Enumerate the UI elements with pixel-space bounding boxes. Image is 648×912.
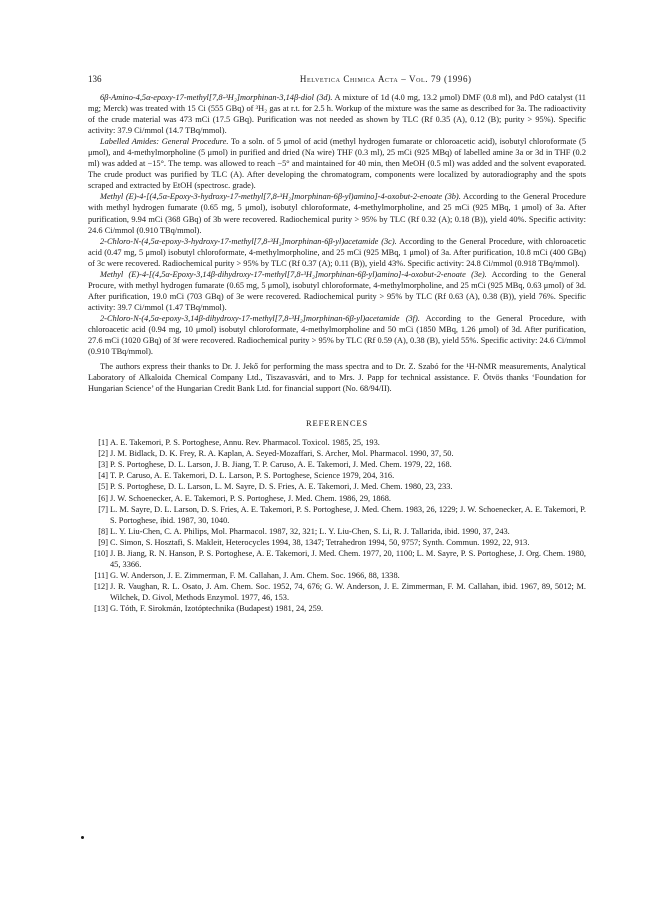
paragraph-text: To a soln. of 5 μmol of acid (methyl hydrogen fumarate or chloroacetic acid), isobutyl chloroformate (5 μmol), and 4-methylmorpholine (5 μmol) in purified and dried (Na wire) THF (0.3 ml), 25 mCi (925 MBq) of labelled amine 3a or 3d in THF (0.2 ml) was added at −15°. The temp. was allowed to reach −5° and maintained for 40 min, then MeOH (0.5 ml) was added and the solvent evaporated. The crude product was purified by TLC (A). After developing the chromatogram, components were localized by autoradiography and the spots scraped and extracted by EtOH (spectrosc. grade). [88, 137, 587, 191]
reference-number: [12] [94, 581, 108, 591]
paragraph-compound-3d [88, 92, 586, 136]
reference-item [88, 437, 586, 448]
reference-item [88, 481, 586, 492]
reference-text: J. R. Vaughan, R. L. Osato, J. Am. Chem. Soc. 1952, 74, 676; G. W. Anderson, J. E. Zimmerman, F. M. Callahan, ibid. 1967, 89, 5012; M. Wilchek, D. Givol, Methods Enzymol. 1977, 46, 153. [110, 581, 586, 602]
reference-text: A. E. Takemori, P. S. Portoghese, Annu. Rev. Pharmacol. Toxicol. 1985, 25, 193. [110, 438, 380, 448]
compound-title: Labelled Amides: General Procedure. [100, 137, 229, 147]
reference-item [88, 603, 586, 614]
reference-text: L. Y. Liu-Chen, C. A. Philips, Mol. Pharmacol. 1987, 32, 321; L. Y. Liu-Chen, S. Li, R. J. Tallarida, ibid. 1990, 37, 243. [110, 526, 510, 536]
reference-number: [7] [98, 504, 108, 514]
reference-text: T. P. Caruso, A. E. Takemori, D. L. Larson, P. S. Portoghese, Science 1979, 204, 316. [110, 471, 395, 481]
reference-number: [2] [98, 449, 108, 459]
page-number: 136 [88, 74, 102, 84]
reference-text: P. S. Portoghese, D. L. Larson, L. M. Sayre, D. S. Fries, A. E. Takemori, J. Med. Chem. 1980, 23, 233. [110, 482, 453, 492]
reference-number: [3] [98, 460, 108, 470]
reference-text: P. S. Portoghese, D. L. Larson, J. B. Jiang, T. P. Caruso, A. E. Takemori, J. Med. Chem. 1979, 22, 168. [110, 460, 452, 470]
paper-page [88, 72, 586, 614]
compound-title: Methyl (E)-4-[(4,5α-Epoxy-3,14β-dihydroxy-17-methyl[7,8-³H₂]morphinan-6β-yl)amino]-4-oxobut-2-enoate (3e). [100, 269, 487, 279]
reference-text: J. M. Bidlack, D. K. Frey, R. A. Kaplan, A. Seyed-Mozaffari, S. Archer, Mol. Pharmacol. 1990, 37, 50. [110, 449, 454, 459]
paragraph-text: According to the General Procedure with methyl hydrogen fumarate (0.65 mg, 5 μmol), isobutyl chloroformate, 4-methylmorpholine, and 25 mCi (925 MBq, 1 μmol) of 3a. After purification, 9.94 mCi (368 GBq) of 3b were recovered. Radiochemical purity > 95% by TLC (Rf 0.32 (A); 0.18 (B)), yield 40%. Specific activity: 24.6 Ci/mmol (0.910 TBq/mmol). [88, 192, 586, 235]
reference-item [88, 448, 586, 459]
reference-number: [10] [94, 548, 108, 558]
reference-number: [4] [98, 471, 108, 481]
page-header [88, 72, 586, 86]
paragraph-text: According to the General Procure, with methyl hydrogen fumarate (0.65 mg, 5 μmol), isobutyl chloroformate, 4-methylmorpholine, and 25 mCi (925 MBq, 0.63 μmol) of 3d. After purification, 19.0 mCi (703 GBq) of 3e were recovered. Radiochemical purity > 95% by TLC (Rf 0.63 (A), 0.38 (B)), yield 76%. Specific activity: 39.7 Ci/mmol (1.47 TBq/mmol). [88, 269, 586, 312]
reference-item [88, 581, 586, 603]
reference-text: J. B. Jiang, R. N. Hanson, P. S. Portoghese, A. E. Takemori, J. Med. Chem. 1977, 20, 1100; L. M. Sayre, P. S. Portoghese, J. Org. Chem. 1980, 45, 3366. [110, 548, 586, 569]
reference-number: [9] [98, 537, 108, 547]
paragraph-general-procedure [88, 136, 586, 191]
reference-number: [5] [98, 482, 108, 492]
compound-title: 2-Chloro-N-(4,5α-epoxy-3-hydroxy-17-methyl[7,8-³H₂]morphinan-6β-yl)acetamide (3c). [100, 236, 397, 246]
reference-item [88, 493, 586, 504]
reference-number: [11] [94, 570, 108, 580]
reference-item [88, 470, 586, 481]
paragraph-compound-3b [88, 191, 586, 235]
reference-text: L. M. Sayre, D. L. Larson, D. S. Fries, A. E. Takemori, P. S. Portoghese, J. Med. Chem. 1983, 26, 1229; J. W. Schoenecker, A. E. Takemori, P. S. Portoghese, ibid. 1987, 30, 1040. [110, 504, 586, 525]
compound-title: 2-Chloro-N-(4,5α-epoxy-3,14β-dihydroxy-17-methyl[7,8-³H₂]morphinan-6β-yl)acetamide (3f). [100, 313, 420, 323]
compound-title: 6β-Amino-4,5α-epoxy-17-methyl[7,8-³H₂]morphinan-3,14β-diol (3d). [100, 93, 333, 102]
paragraph-compound-3e [88, 269, 586, 313]
reference-item [88, 548, 586, 570]
reference-item [88, 570, 586, 581]
reference-item [88, 459, 586, 470]
running-title: Helvetica Chimica Acta – Vol. 79 (1996) [299, 74, 472, 84]
paragraph-compound-3f [88, 313, 586, 357]
paragraph-text: According to the General Procedure, with chloroacetic acid (0.47 mg, 5 μmol) isobutyl chloroformate, 4-methylmorpholine, and 25 mCi (925 MBq, 1 μmol) of 3a. After purification, 10.8 mCi (400 GBq) of 3c were recovered. Radiochemical purity > 95% by TLC (Rf 0.37 (A); 0.11 (B)), yield 43%. Specific activity: 24.8 Ci/mmol (0.918 TBq/mmol). [88, 236, 586, 268]
paragraph-text: A mixture of 1d (4.0 mg, 13.2 μmol) DMF (0.8 ml), and PdO catalyst (11 mg; Merck) was treated with 15 Ci (555 GBq) of ³H₂ gas at r.t. for 2.5 h. Workup of the mixture was the same as described for 3a. The radioactivity of the crude material was 473 mCi (17.5 GBq). Purification was not needed as shown by TLC (Rf 0.35 (A), 0.12 (B); purity > 95%). Specific activity: 37.9 Ci/mmol (14.7 TBq/mmol). [88, 93, 586, 136]
paragraph-compound-3c [88, 236, 586, 269]
reference-number: [13] [94, 603, 108, 613]
reference-number: [6] [98, 493, 108, 503]
experimental-section [88, 92, 586, 394]
reference-text: J. W. Schoenecker, A. E. Takemori, P. S. Portoghese, J. Med. Chem. 1986, 29, 1868. [110, 493, 391, 503]
compound-title: Methyl (E)-4-[(4,5α-Epoxy-3-hydroxy-17-methyl[7,8-³H₂]morphinan-6β-yl)amino]-4-oxobut-2-enoate (3b). [100, 192, 461, 202]
references-heading: REFERENCES [306, 418, 368, 429]
reference-item [88, 537, 586, 548]
reference-number: [8] [98, 526, 108, 536]
reference-number: [1] [98, 438, 108, 448]
reference-text: G. W. Anderson, J. E. Zimmerman, F. M. Callahan, J. Am. Chem. Soc. 1966, 88, 1338. [110, 570, 400, 580]
reference-item [88, 526, 586, 537]
reference-text: C. Simon, S. Hosztafi, S. Makleit, Heterocycles 1994, 38, 1347; Tetrahedron 1994, 50, 9757; Synth. Commun. 1992, 22, 913. [110, 537, 530, 547]
reference-list [88, 437, 586, 614]
acknowledgement: The authors express their thanks to Dr. J. Jekő for performing the mass spectra and to Dr. Z. Szabó for the ¹H-NMR measurements, Analytical Laboratory of Alkaloida Chemical Company Ltd., Tiszavasvári, and to Mrs. J. Papp for technical assistance. F. Ötvös thanks ‘Foundation for Hungarian Science’ of the Hungarian Credit Bank Ltd. for financial support (No. 68/94/II). [88, 362, 586, 394]
reference-item [88, 504, 586, 526]
margin-dot-mark [81, 836, 84, 839]
paragraph-text: According to the General Procedure, with chloroacetic acid (0.94 mg, 10 μmol) isobutyl chloroformate, 4-methylmorpholine and 50 mCi (1850 MBq, 1.26 μmol) of 3d. After purification, 27.6 mCi (1020 GBq) of 3f were recovered. Radiochemical purity > 95% by TLC (Rf 0.59 (A), 0.38 (B), yield 55%. Specific activity: 24.6 Ci/mmol (0.910 TBq/mmol). [88, 313, 586, 357]
reference-text: G. Tóth, F. Sirokmán, Izotóptechnika (Budapest) 1981, 24, 259. [110, 603, 324, 613]
